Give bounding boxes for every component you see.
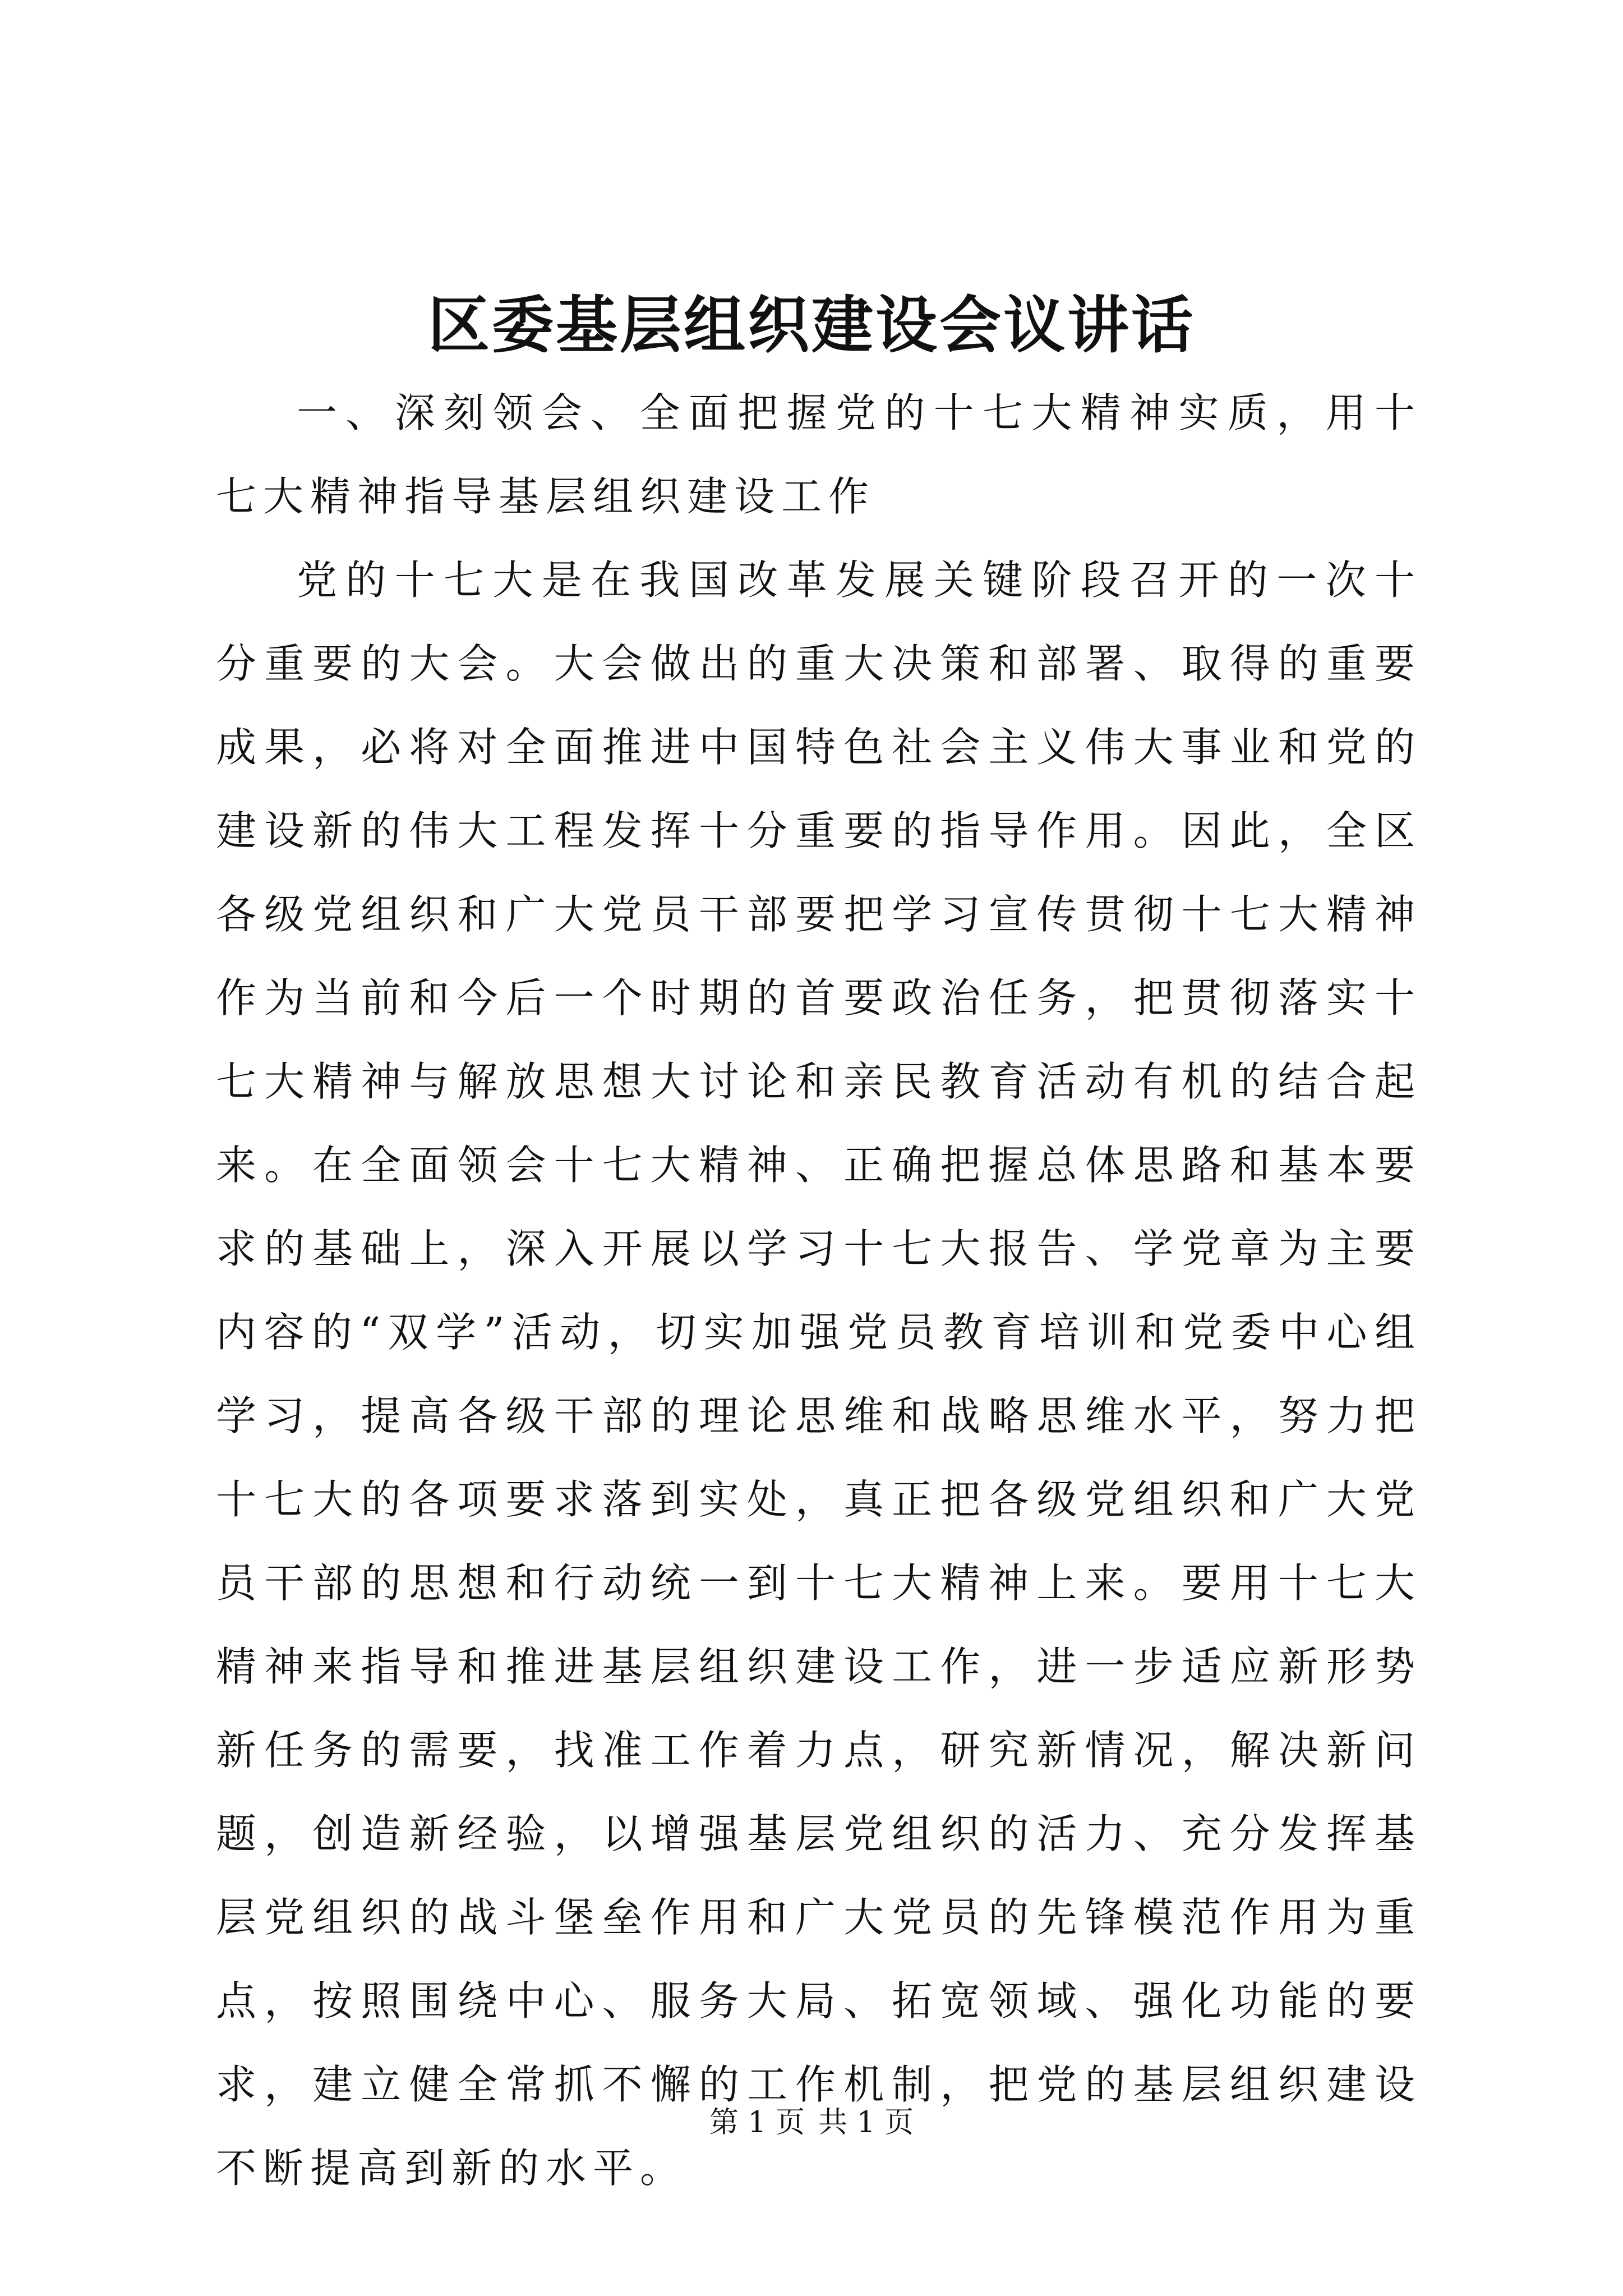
body-paragraph: 党的十七大是在我国改革发展关键阶段召开的一次十分重要的大会。大会做出的重大决策和部署、取得的重要成果，必将对全面推进中国特色社会主义伟大事业和党的建设新的伟大工程发挥十分重要的指导作用。因此，全区各级党组织和广大党员干部要把学习宣传贯彻十七大精神作为当前和今后一个时期的首要政治任务，把贯彻落实十七大精神与解放思想大讨论和亲民教育活动有机的结合起来。在全面领会十七大精神、正确把握总体思路和基本要求的基础上，深入开展以学习十七大报告、学党章为主要内容的“双学”活动，切实加强党员教育培训和党委中心组学习，提高各级干部的理论思维和战略思维水平，努力把十七大的各项要求落到实处，真正把各级党组织和广大党员干部的思想和行动统一到十七大精神上来。要用十七大精神来指导和推进基层组织建设工作，进一步适应新形势新任务的需要，找准工作着力点，研究新情况，解决新问题，创造新经验，以增强基层党组织的活力、充分发挥基层党组织的战斗堡垒作用和广大党员的先锋模范作用为重点，按照围绕中心、服务大局、拓宽领域、强化功能的要求，建立健全常抓不懈的工作机制，把党的基层组织建设不断提高到新的水平。 xyxy=(216,556,1422,2192)
page-total: 共 1 页 xyxy=(818,2106,914,2139)
document-body xyxy=(216,371,1422,2210)
document-title: 区委基层组织建设会议讲话 xyxy=(428,289,1195,361)
section-heading: 一、深刻领会、全面把握党的十七大精神实质，用十七大精神指导基层组织建设工作 xyxy=(216,389,1422,520)
page-footer xyxy=(0,2100,1623,2145)
page-number: 第 1 页 xyxy=(709,2106,805,2139)
